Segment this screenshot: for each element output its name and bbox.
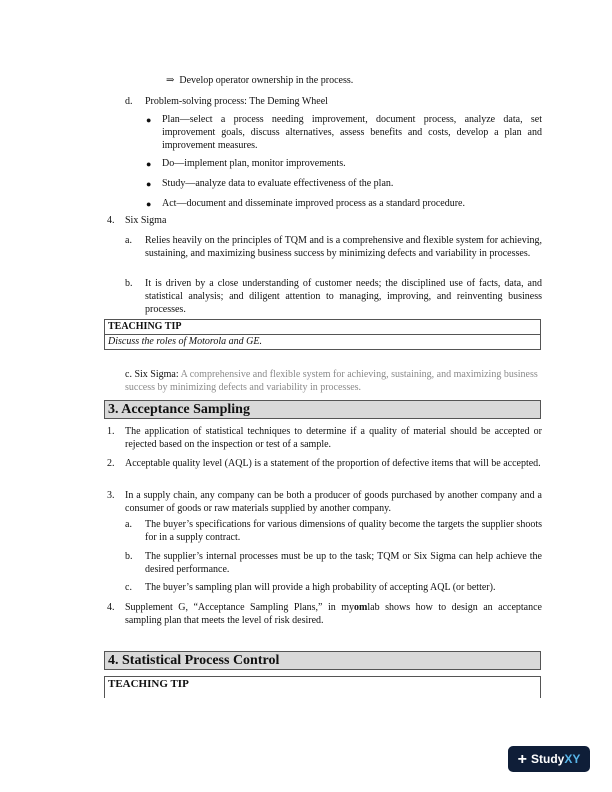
arrow-item-text: Develop operator ownership in the process. <box>179 75 354 86</box>
s3-sub-b-label: b. <box>125 551 133 562</box>
s3-item-4-number: 4. <box>107 602 115 613</box>
s3-sub-b-text: The supplier’s internal processes must be up to the task; TQM or Six Sigma can help achieve the desired performance. <box>145 551 542 575</box>
six-b-text: It is driven by a close understanding of customer needs; the disciplined use of facts, data, and statistical analysis; and diligent attention to managing, improving, and reinventing business processes. <box>145 278 542 315</box>
deming-do: Do—implement plan, monitor improvements. <box>162 158 346 169</box>
logo-xy-text: XY <box>564 751 581 766</box>
six-sigma-definition <box>125 368 542 394</box>
s3-item-4-text-start: Supplement G, “Acceptance Sampling Plans,” in my <box>125 602 355 613</box>
bullet-icon: ● <box>146 115 152 125</box>
bullet-icon: ● <box>146 159 152 169</box>
teaching-tip-box <box>104 319 541 350</box>
s3-item-2-text: Acceptable quality level (AQL) is a statement of the proportion of defective items that will be accepted. <box>125 458 541 469</box>
s3-sub-a-text: The buyer’s specifications for various dimensions of quality become the targets the supplier shoots for in a supply contract. <box>145 519 542 543</box>
six-a-text: Relies heavily on the principles of TQM and is a comprehensive and flexible system for achieving, sustaining, and maximizing business success by minimizing defects and variability in processes. <box>145 235 542 259</box>
item-4-title: Six Sigma <box>125 215 167 226</box>
logo-study-text: Study <box>530 751 565 766</box>
section-heading-statistical-process-control: 4. Statistical Process Control <box>104 651 541 670</box>
s3-sub-c-text: The buyer’s sampling plan will provide a high probability of accepting AQL (or better). <box>145 582 496 593</box>
item-d-text: Problem-solving process: The Deming Wheel <box>145 96 328 107</box>
bullet-icon: ● <box>146 199 152 209</box>
item-d-label: d. <box>125 96 133 107</box>
bullet-icon: ● <box>146 179 152 189</box>
section-heading-acceptance-sampling: 3. Acceptance Sampling <box>104 400 541 419</box>
s3-sub-a-label: a. <box>125 519 132 530</box>
s3-item-1-number: 1. <box>107 426 115 437</box>
s3-item-4-text-end: lab shows how to design an acceptance sampling plan that meets the level of risk desired. <box>125 602 542 626</box>
teaching-tip-heading: TEACHING TIP <box>108 321 182 332</box>
s3-item-3-number: 3. <box>107 490 115 501</box>
definition-term: c. Six Sigma: <box>125 369 179 380</box>
teaching-tip-body: Discuss the roles of Motorola and GE. <box>105 334 540 349</box>
teaching-tip-box-2 <box>104 676 541 698</box>
deming-plan: Plan—select a process needing improvement, document process, analyze data, set improvement goals, discuss alternatives, assess benefits and costs, develop a plan and improvement measures. <box>162 114 542 151</box>
teaching-tip-heading-2: TEACHING TIP <box>108 678 189 690</box>
deming-act: Act—document and disseminate improved process as a standard procedure. <box>162 198 465 209</box>
studyxy-logo[interactable] <box>508 746 590 772</box>
s3-item-4-text-bold: om <box>354 602 368 613</box>
deming-study: Study—analyze data to evaluate effectiveness of the plan. <box>162 178 394 189</box>
s3-item-3-text: In a supply chain, any company can be both a producer of goods purchased by another company and a consumer of goods or raw materials supplied by another company. <box>125 490 542 514</box>
definition-text: A comprehensive and flexible system for achieving, sustaining, and maximizing business success by minimizing defects and variability in processes. <box>125 369 538 393</box>
s3-sub-c-label: c. <box>125 582 132 593</box>
logo-wordmark <box>531 753 580 766</box>
item-4-number: 4. <box>107 215 115 226</box>
arrow-list-item <box>166 74 546 87</box>
six-b-label: b. <box>125 278 133 289</box>
s3-item-4-text <box>125 601 542 627</box>
double-arrow-icon: ⇒ <box>166 75 175 86</box>
s3-item-1-text: The application of statistical techniques to determine if a quality of material should be accepted or rejected based on the inspection or test of a sample. <box>125 426 542 450</box>
plus-icon: + <box>517 750 527 768</box>
six-a-label: a. <box>125 235 132 246</box>
s3-item-2-number: 2. <box>107 458 115 469</box>
